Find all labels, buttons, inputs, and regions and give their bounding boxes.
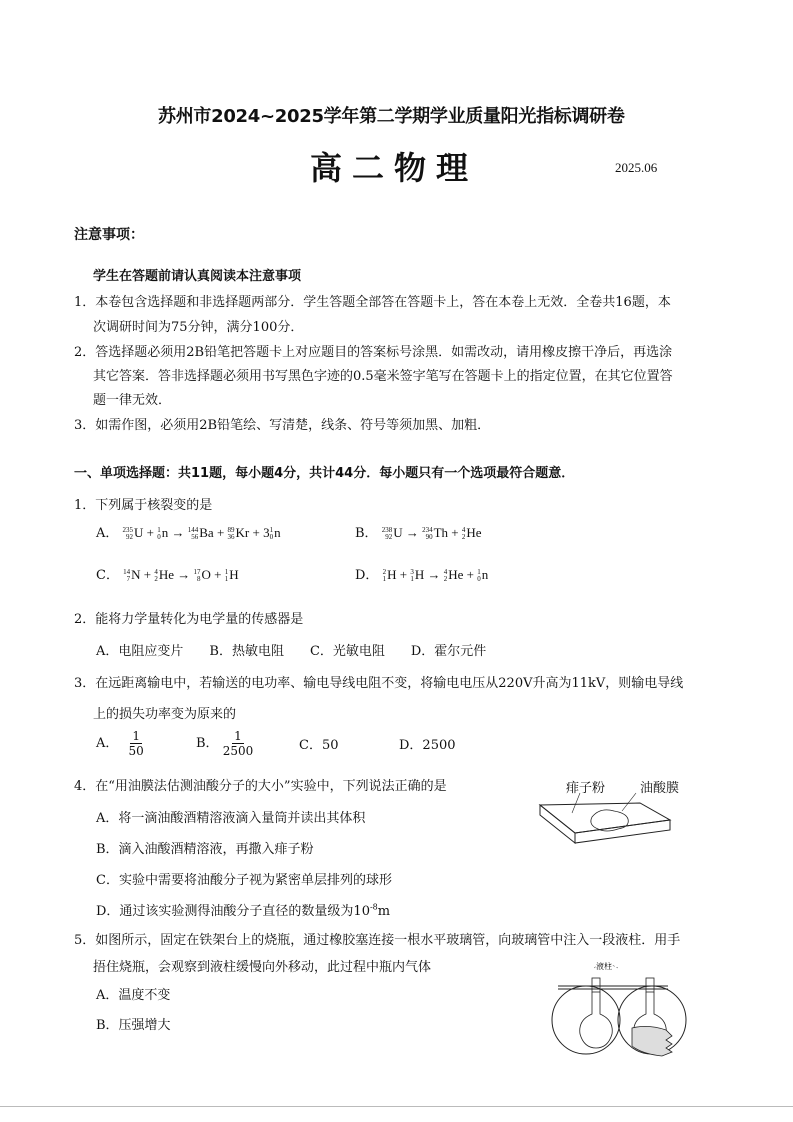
exam-date: 2025.06 — [615, 160, 658, 175]
q1-option-a — [96, 522, 281, 541]
q4-stem: 4．在“用油膜法估测油酸分子的大小”实验中，下列说法正确的是 — [74, 779, 447, 794]
notice-item-3: 3．如需作图，必须用2B铅笔绘、写清楚，线条、符号等须加黑、加粗． — [74, 418, 491, 433]
q5-stem-1: 5．如图所示，固定在铁架台上的烧瓶，通过橡胶塞连接一根水平玻璃管，向玻璃管中注入一段液柱．用手 — [74, 933, 681, 948]
fig-label-powder: 痱子粉 — [566, 781, 606, 796]
q1-option-d — [355, 564, 488, 583]
notice-item-2a: 2．答选择题必须用2B铅笔把答题卡上对应题目的答案标号涂黑．如需改动，请用橡皮擦干净后，再选涂 — [74, 345, 673, 360]
q4-option-a: A．将一滴油酸酒精溶液滴入量筒并读出其体积 — [96, 811, 366, 826]
notice-item-2c: 题一律无效． — [93, 393, 172, 408]
q4-option-c: C．实验中需要将油酸分子视为紧密单层排列的球形 — [96, 873, 392, 888]
q3-a-label: A． — [96, 736, 119, 751]
q3-option-a — [96, 729, 144, 758]
notice-subheading: 学生在答题前请认真阅读本注意事项 — [93, 269, 302, 284]
q3-stem-1: 3．在远距离输电中，若输送的电功率、输电导线电阻不变，将输电电压从220V升高为11kV，则输电导线 — [74, 676, 684, 691]
q2-stem: 2．能将力学量转化为电学量的传感器是 — [74, 612, 304, 627]
q4-d-text: D．通过该实验测得油酸分子直径的数量级为10 — [96, 904, 370, 919]
q1-c-equation: 14 7 N + 4 2 He → 17 8 O + 1 1 H — [123, 567, 239, 584]
q2-options: A．电阻应变片 B．热敏电阻 C．光敏电阻 D．霍尔元件 — [96, 644, 487, 659]
q4-option-d — [96, 900, 390, 919]
q5-option-a: A．温度不变 — [96, 988, 171, 1003]
subject-title: 高二物理 — [310, 149, 479, 187]
notice-item-1a: 1．本卷包含选择题和非选择题两部分．学生答题全部答在答题卡上，答在本卷上无效．全卷共16题，本 — [74, 295, 671, 310]
q4-option-b: B．滴入油酸酒精溶液，再撒入痱子粉 — [96, 842, 314, 857]
q1-d-equation: 2 1 H + 3 1 H → 4 2 He + 1 0 n — [382, 567, 489, 584]
notice-item-1b: 次调研时间为75分钟，满分100分． — [93, 320, 304, 335]
q3-b-fraction: $\frac{1}{2500}$ — [222, 729, 254, 758]
q1-stem: 1．下列属于核裂变的是 — [74, 498, 213, 513]
q1-c-label: C． — [96, 568, 119, 583]
section-heading: 一、单项选择题：共11题，每小题4分，共计44分．每小题只有一个选项最符合题意． — [74, 466, 575, 481]
exam-title: 苏州市2024~2025学年第二学期学业质量阳光指标调研卷 — [158, 106, 625, 127]
fig-label-oil-film: 油酸膜 — [640, 781, 680, 796]
q1-b-label: B． — [355, 526, 378, 541]
q5-stem-2: 捂住烧瓶，会观察到液柱缓慢向外移动，此过程中瓶内气体 — [93, 960, 432, 975]
q3-option-d: D．2500 — [399, 738, 456, 753]
q1-d-label: D． — [355, 568, 379, 583]
notice-item-2b: 其它答案．答非选择题必须用书写黑色字迹的0.5毫米签字笔写在答题卡上的指定位置，在其它位置答 — [93, 369, 673, 384]
q3-option-b — [196, 729, 253, 758]
q4-d-unit: m — [377, 904, 391, 919]
q3-option-c: C．50 — [299, 738, 339, 753]
page-bottom-rule — [0, 1106, 793, 1107]
fig-label-liquid-column: 液柱 — [596, 962, 612, 971]
q1-option-c — [96, 564, 239, 583]
q1-a-label: A． — [96, 526, 119, 541]
q1-b-equation: 238 92 U → 234 90 Th + 4 2 He — [381, 525, 482, 542]
q3-a-fraction: $\frac{1}{50}$ — [128, 729, 144, 758]
q1-option-b — [355, 522, 482, 541]
q3-b-label: B． — [196, 736, 219, 751]
flask-figure — [548, 958, 698, 1063]
q4-d-exponent: -8 — [369, 902, 378, 912]
notice-heading: 注意事项： — [74, 227, 144, 243]
q5-option-b: B．压强增大 — [96, 1018, 171, 1033]
q1-a-equation: 235 92 U + 1 0 n → 144 56 Ba + 89 36 Kr + 3 1 0 n — [122, 525, 281, 542]
q3-stem-2: 上的损失功率变为原来的 — [93, 707, 237, 722]
